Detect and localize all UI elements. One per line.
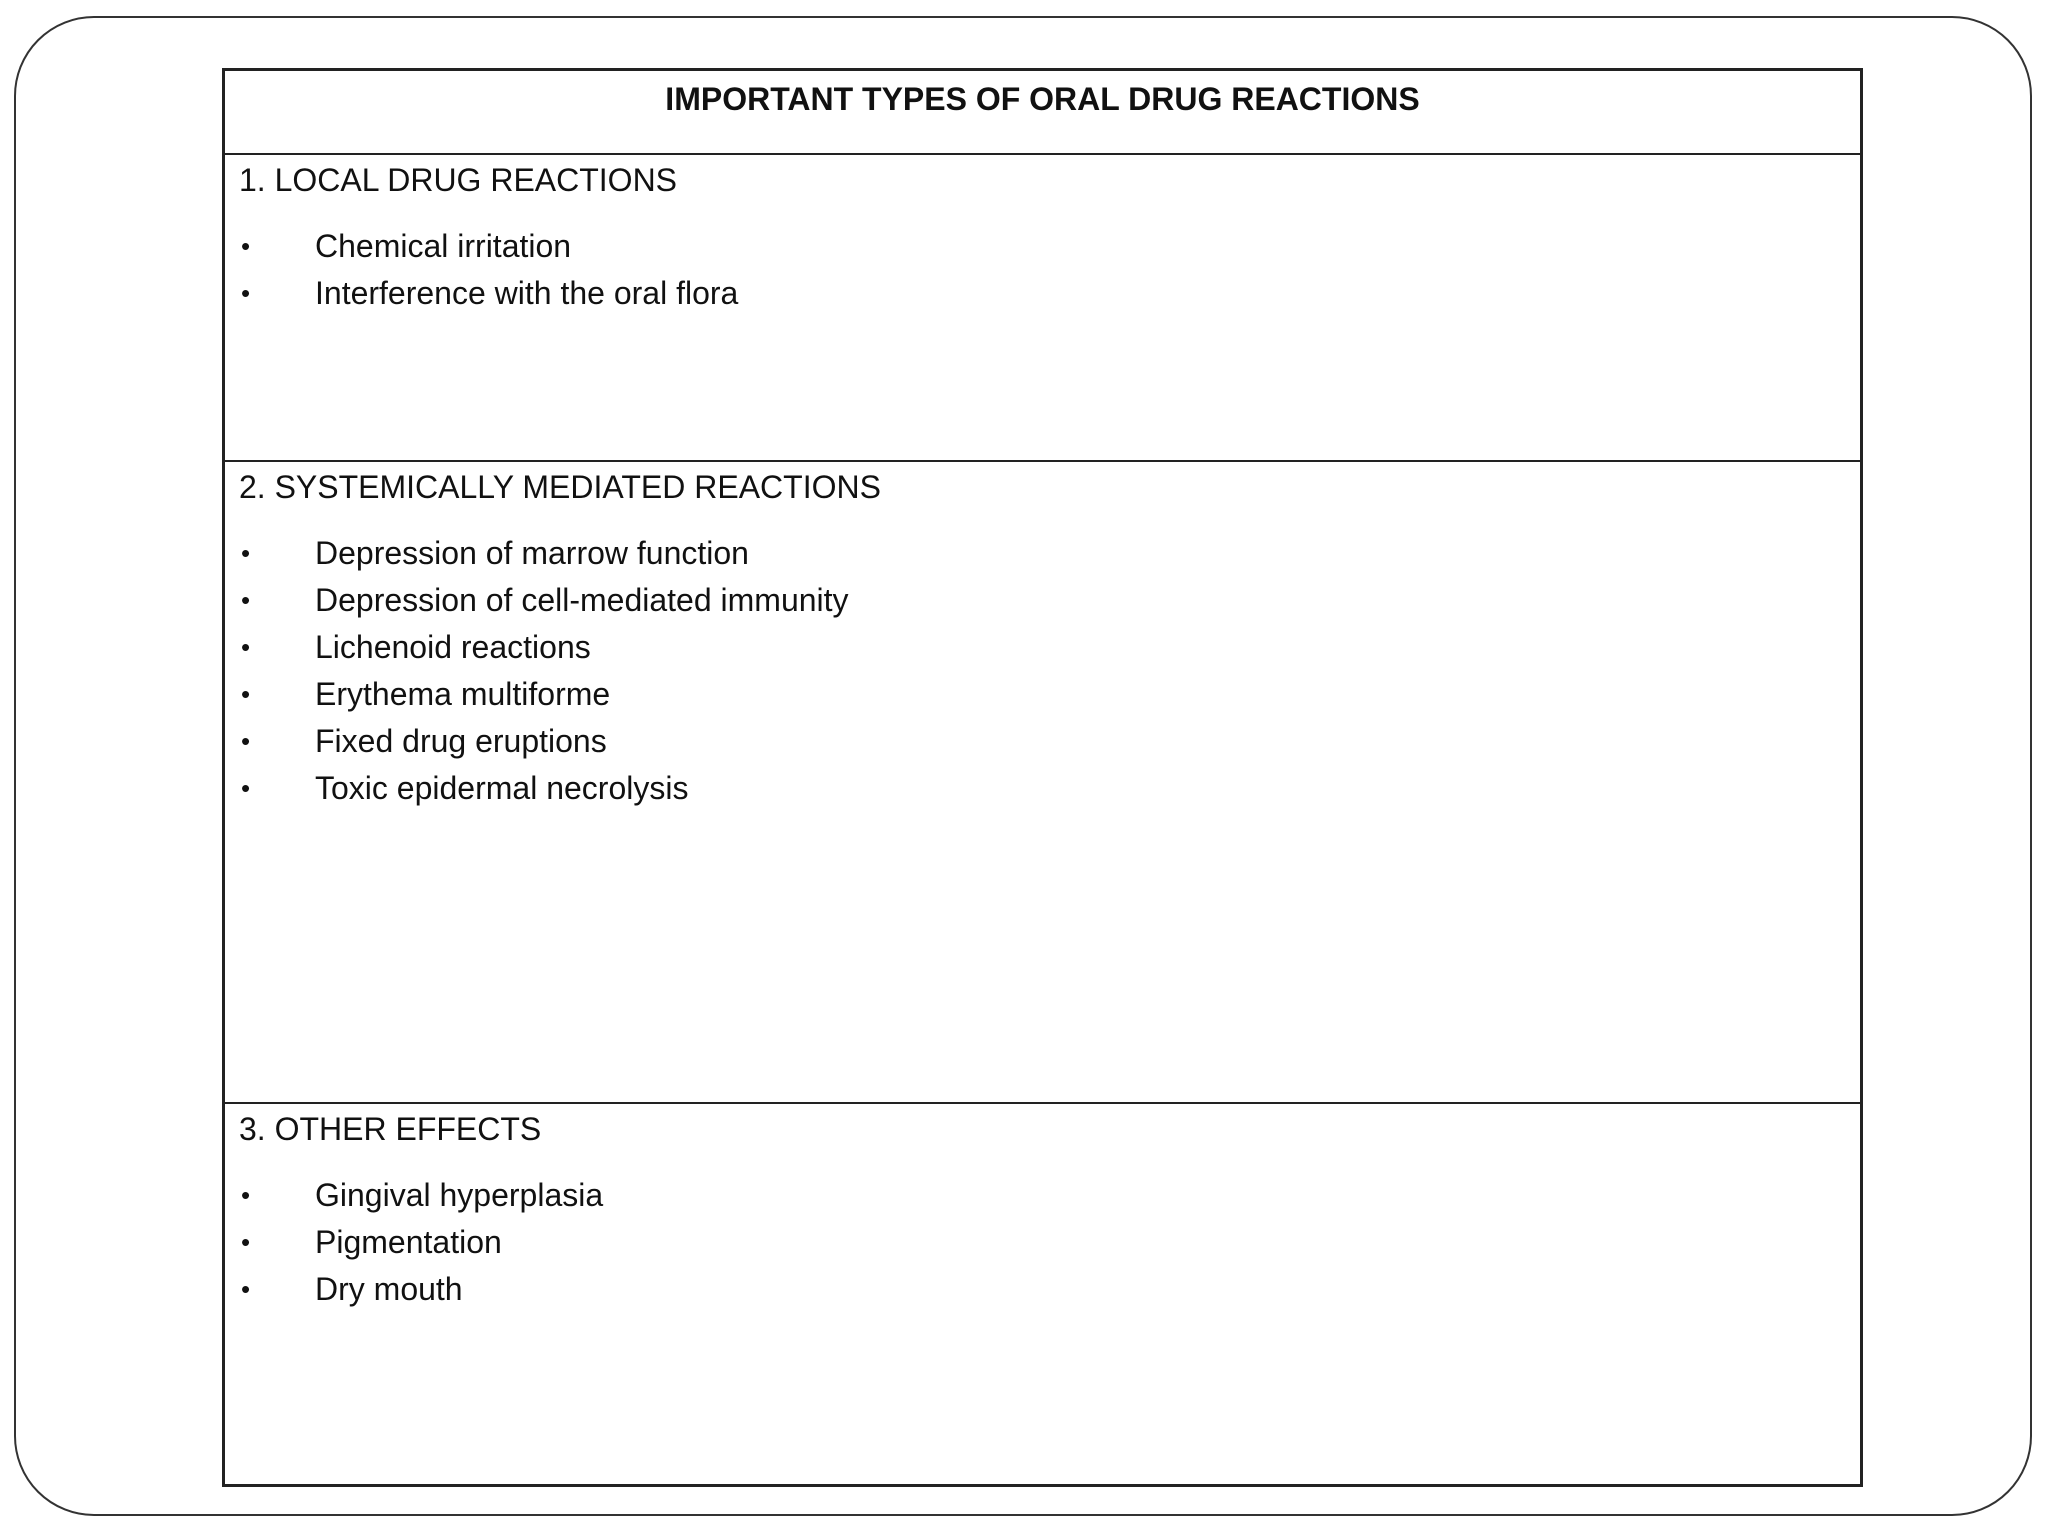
item-list: [239, 530, 1860, 812]
item-text: Gingival hyperplasia: [315, 1177, 604, 1213]
list-item: [239, 624, 1860, 671]
bullet-icon: •: [241, 726, 251, 756]
list-item: [239, 223, 1860, 270]
list-item: [239, 577, 1860, 624]
list-item: [239, 270, 1860, 317]
list-item: [239, 530, 1860, 577]
bullet-icon: •: [241, 679, 251, 709]
bullet-icon: •: [241, 1274, 251, 1304]
list-item: [239, 671, 1860, 718]
item-text: Depression of cell-mediated immunity: [315, 582, 849, 618]
section-heading: 1. LOCAL DRUG REACTIONS: [239, 162, 678, 198]
list-item: [239, 718, 1860, 765]
bullet-icon: •: [241, 278, 251, 308]
item-text: Pigmentation: [315, 1224, 502, 1260]
table-title: IMPORTANT TYPES OF ORAL DRUG REACTIONS: [225, 71, 1860, 155]
section-other-effects: [225, 1102, 1860, 1484]
section-local-drug-reactions: [225, 155, 1860, 460]
item-text: Toxic epidermal necrolysis: [315, 770, 689, 806]
item-text: Depression of marrow function: [315, 535, 749, 571]
section-heading: 3. OTHER EFFECTS: [239, 1111, 542, 1147]
list-item: [239, 1172, 1860, 1219]
bullet-icon: •: [241, 231, 251, 261]
item-text: Fixed drug eruptions: [315, 723, 607, 759]
bullet-icon: •: [241, 1180, 251, 1210]
bullet-icon: •: [241, 1227, 251, 1257]
section-systemically-mediated-reactions: [225, 460, 1860, 1102]
item-text: Lichenoid reactions: [315, 629, 591, 665]
item-text: Chemical irritation: [315, 228, 572, 264]
item-list: [239, 223, 1860, 317]
bullet-icon: •: [241, 632, 251, 662]
list-item: [239, 1266, 1860, 1313]
section-heading: 2. SYSTEMICALLY MEDIATED REACTIONS: [239, 469, 881, 505]
bullet-icon: •: [241, 585, 251, 615]
list-item: [239, 765, 1860, 812]
bullet-icon: •: [241, 773, 251, 803]
reactions-table: [222, 68, 1863, 1487]
item-list: [239, 1172, 1860, 1313]
list-item: [239, 1219, 1860, 1266]
item-text: Dry mouth: [315, 1271, 463, 1307]
item-text: Erythema multiforme: [315, 676, 611, 712]
bullet-icon: •: [241, 538, 251, 568]
item-text: Interference with the oral flora: [315, 275, 739, 311]
